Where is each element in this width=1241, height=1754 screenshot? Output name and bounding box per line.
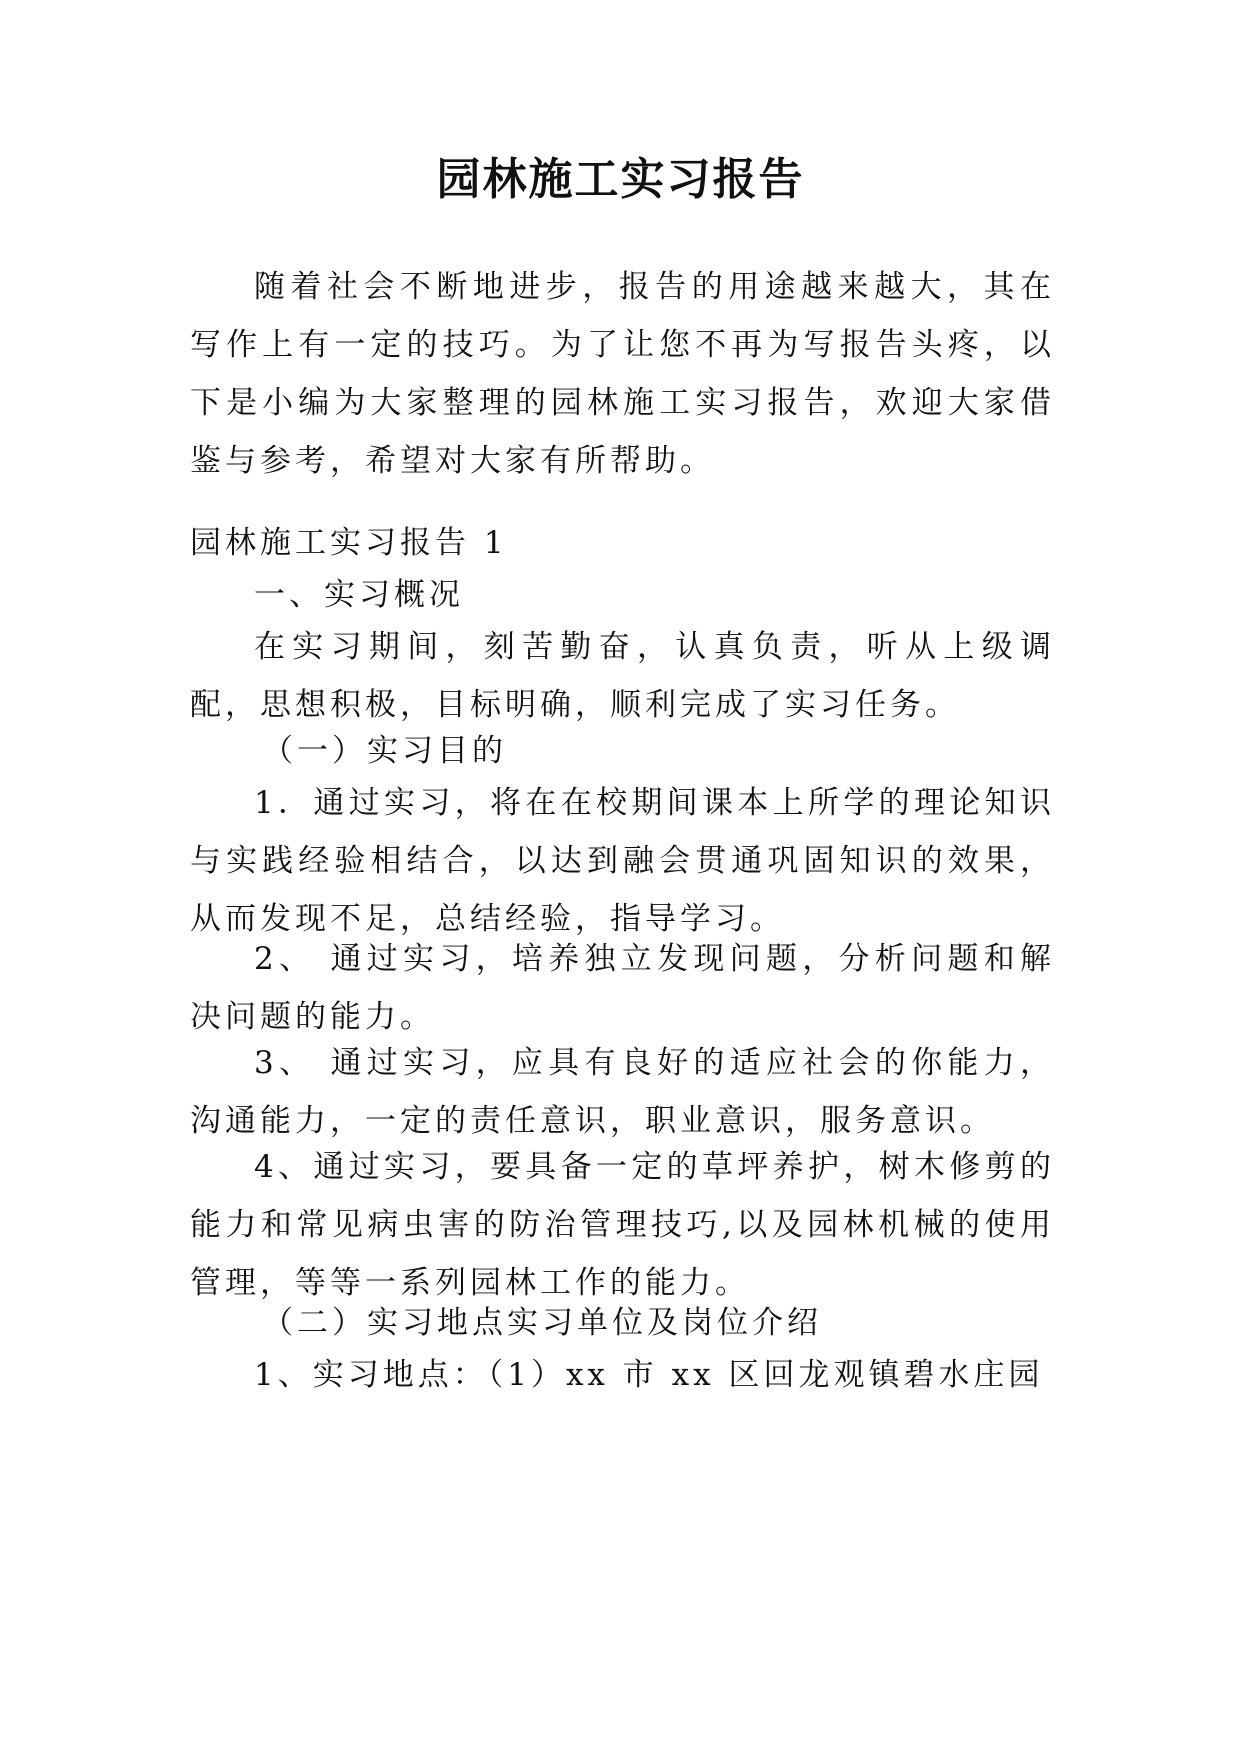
location-item-1: 1、实习地点：（1）xx 市 xx 区回龙观镇碧水庄园 — [254, 1357, 1044, 1393]
overview-heading: 一、实习概况 — [254, 577, 464, 613]
intro-paragraph: 随着社会不断地进步，报告的用途越来越大，其在写作上有一定的技巧。为了让您不再为写报告头疼，以下是小编为大家整理的园林施工实习报告，欢迎大家借鉴与参考，希望对大家有所帮助。 — [190, 269, 1055, 479]
purpose-item-3: 3、 通过实习，应具有良好的适应社会的你能力，沟通能力，一定的责任意识，职业意识，服务意识。 — [190, 1045, 1055, 1139]
section-heading: 园林施工实习报告 1 — [190, 525, 508, 561]
purpose-item-4: 4、通过实习，要具备一定的草坪养护，树木修剪的能力和常见病虫害的防治管理技巧,以及园林机械的使用管理，等等一系列园林工作的能力。 — [190, 1149, 1055, 1301]
location-heading: （二）实习地点实习单位及岗位介绍 — [262, 1305, 822, 1341]
purpose-item-1: 1．通过实习，将在在校期间课本上所学的理论知识与实践经验相结合，以达到融会贯通巩固知识的效果，从而发现不足，总结经验，指导学习。 — [190, 785, 1055, 937]
purpose-item-2: 2、 通过实习，培养独立发现问题，分析问题和解决问题的能力。 — [190, 941, 1055, 1035]
document-title: 园林施工实习报告 — [436, 154, 805, 205]
purpose-heading: （一）实习目的 — [262, 733, 507, 769]
overview-paragraph: 在实习期间，刻苦勤奋，认真负责，听从上级调配，思想积极，目标明确，顺利完成了实习任务。 — [190, 629, 1055, 723]
